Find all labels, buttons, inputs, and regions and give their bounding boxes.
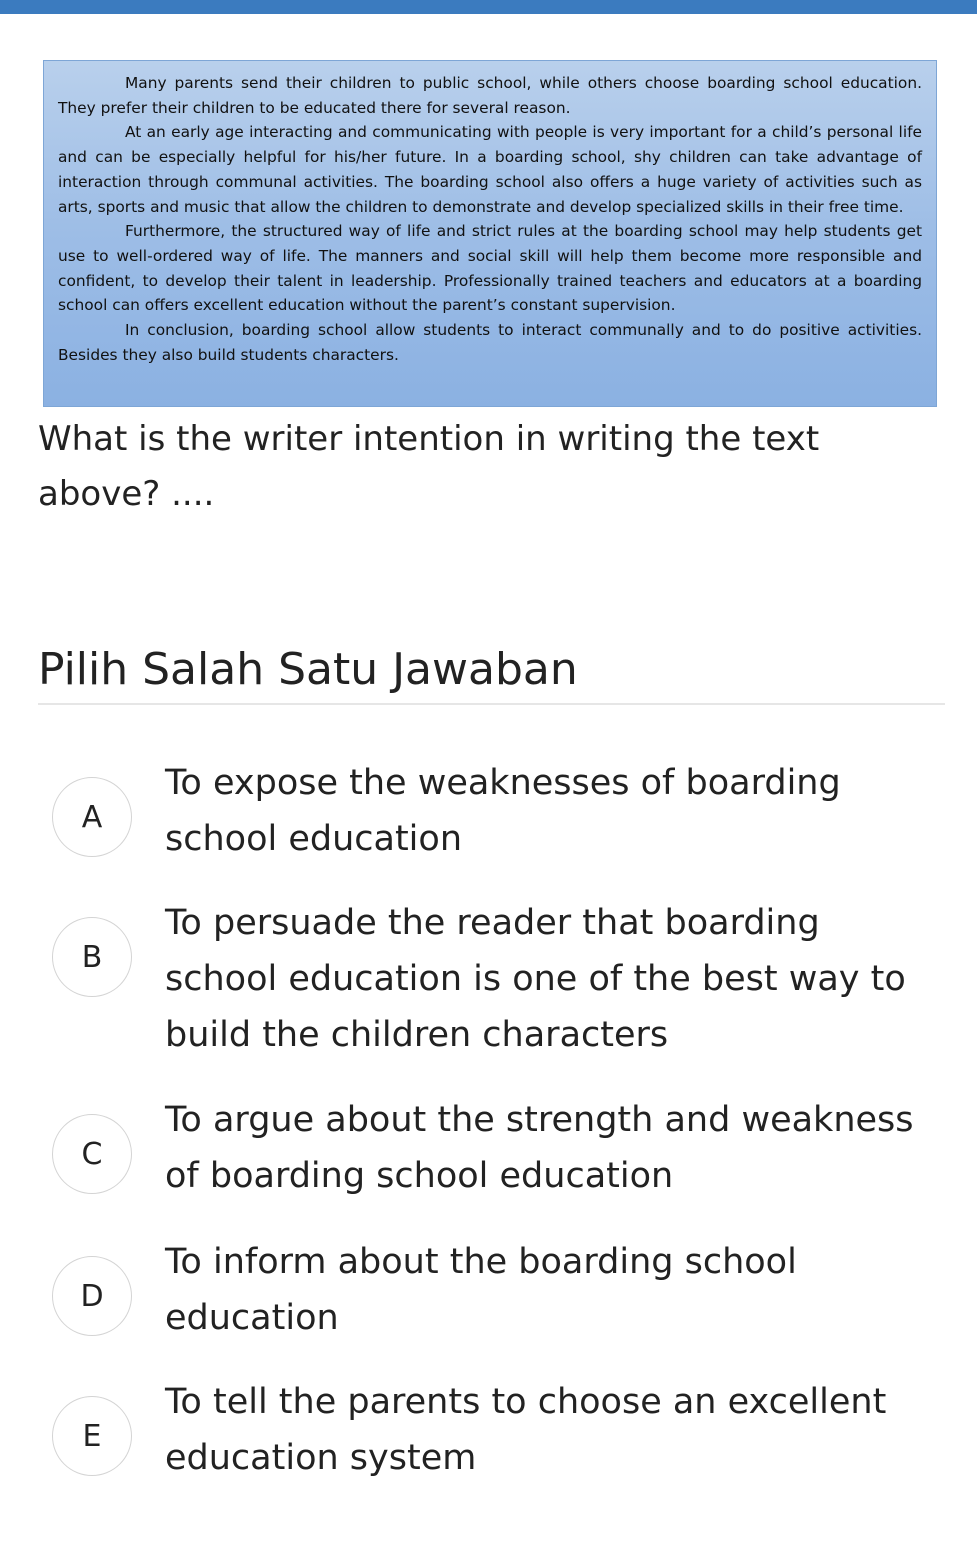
option-letter-badge[interactable]: B: [52, 917, 132, 997]
option-letter-badge[interactable]: E: [52, 1396, 132, 1476]
passage-paragraph-3: Furthermore, the structured way of life and strict rules at the boarding school may help students get use to well-ordered way of life. The manners and social skill will help them become more responsible and confident, to develop their talent in leadership. Professionally trained teachers and educators at a boarding school can offers excellent education without the parent’s constant supervision.: [58, 222, 922, 315]
top-accent-bar: [0, 0, 977, 14]
passage-paragraph-1: Many parents send their children to public school, while others choose boarding school education. They prefer their children to be educated there for several reason.: [58, 74, 922, 117]
option-text[interactable]: To argue about the strength and weakness of boarding school education: [165, 1100, 914, 1196]
option-letter-badge[interactable]: C: [52, 1114, 132, 1194]
passage-paragraph-4: In conclusion, boarding school allow students to interact communally and to do positive activities. Besides they also build students characters.: [58, 321, 922, 364]
option-letter-badge[interactable]: D: [52, 1256, 132, 1336]
option-text[interactable]: To tell the parents to choose an excellent education system: [165, 1382, 887, 1478]
option-letter-badge[interactable]: A: [52, 777, 132, 857]
option-text[interactable]: To inform about the boarding school education: [165, 1242, 797, 1338]
passage-paragraph-2: At an early age interacting and communicating with people is very important for a child’s personal life and can be especially helpful for his/her future. In a boarding school, shy children can take advantage of interaction through communal activities. The boarding school also offers a huge variety of activities such as arts, sports and music that allow the children to demonstrate and develop specialized skills in their free time.: [58, 123, 922, 216]
option-text[interactable]: To expose the weaknesses of boarding school education: [165, 763, 841, 859]
divider: [38, 703, 945, 705]
choose-answer-heading: Pilih Salah Satu Jawaban: [38, 644, 578, 695]
question-text: What is the writer intention in writing the text above? ....: [38, 419, 820, 514]
option-text[interactable]: To persuade the reader that boarding school education is one of the best way to build the children characters: [165, 903, 906, 1055]
reading-passage: [43, 60, 937, 407]
